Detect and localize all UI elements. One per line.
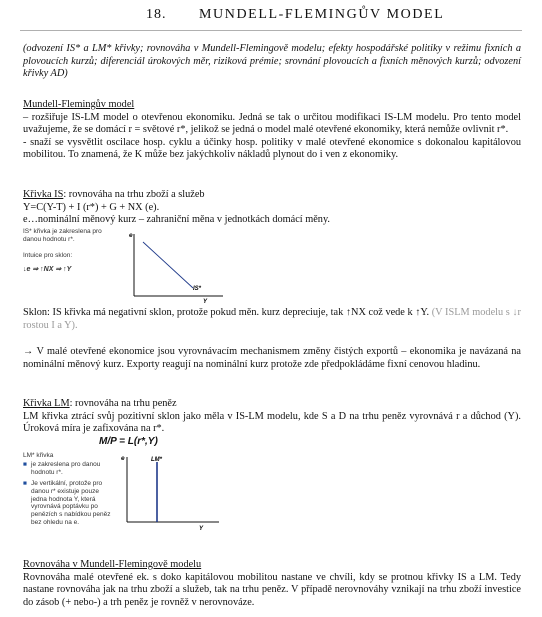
is-figure (23, 228, 243, 303)
is-y-axis-label: e (129, 232, 133, 239)
is-section (23, 189, 521, 227)
model-paragraph-1: – rozšiřuje IS-LM model o otevřenou ekonomiku. Jedná se tak o určitou modifikaci IS-LM modelu. Pro tento model uvažujeme, že se domácí r = světové r*, jelikož se jedná o model malé otevřené ekonomiky, která nemůže ovlivnit r*. (23, 111, 521, 136)
lm-section (23, 398, 521, 436)
lm-heading: Křivka LM: rovnováha na trhu peněz (23, 398, 177, 409)
is-equation: Y=C(Y-T) + I (r*) + G + NX (e). (23, 201, 160, 213)
lm-diagram (23, 452, 243, 546)
chapter-number: 18. (146, 7, 167, 22)
is-curve-label: IS* (193, 286, 202, 292)
is-figure-intuition-chain: ↓e ⇒ ↑NX ⇒ ↑Y (23, 266, 72, 273)
adjustment-mechanism-paragraph: → V malé otevřené ekonomice jsou vyrovnávacím mechanismem změny čistých exportů – ekonomika je navázaná na nominální měnový kurz. Exporty reagují na nominální kurz protože zde předpokládáme fixní cenovou hladinu. (23, 346, 521, 370)
lm-figure-bullet-2: ■ Je vertikální, protože pro danou r* existuje pouze jedna hodnota Y, která vyrovnává poptávku po penězích s nabídkou peněz bez ohledu na e. (23, 480, 111, 526)
page-header (0, 0, 542, 30)
bullet-icon: ■ (23, 461, 27, 468)
exchange-rate-definition: e…nominální měnový kurz – zahraniční měna v jednotkách domácí měny. (23, 214, 330, 226)
equilibrium-section (23, 559, 521, 609)
is-slope-text: Sklon: IS křivka má negativní sklon, protože pokud měn. kurz depreciuje, tak ↑NX což vede k ↑Y. (V ISLM modelu s ↓r rostou I a Y). (23, 307, 521, 331)
chapter-title: MUNDELL-FLEMINGŮV MODEL (199, 7, 445, 22)
lm-figure (23, 452, 243, 546)
is-curve (143, 242, 193, 288)
is-diagram (23, 228, 243, 303)
is-figure-note: IS* křivka je zakreslena pro danou hodnotu r*. (23, 228, 102, 243)
lm-curve-label: LM* (151, 457, 162, 463)
model-heading: Mundell-Flemingův model (23, 99, 135, 110)
header-rule (20, 30, 522, 31)
model-section (23, 99, 521, 162)
lm-paragraph: LM křivka ztrácí svůj pozitivní sklon jako měla v IS-LM modelu, kde S a D na trhu peněz vyrovnává r a důchod (Y). Úroková míra je zafixována na r*. (23, 410, 521, 435)
lm-y-axis-label: e (121, 455, 125, 462)
money-market-equation: M/P = L(r*,Y) (99, 436, 158, 447)
bullet-icon: ■ (23, 480, 27, 487)
chapter-topics: (odvození IS* a LM* křivky; rovnováha v Mundell-Flemingově modelu; efekty hospodářské politiky v režimu fixních a plovoucích kurzů; diferenciál úrokových měr, riziková prémie; srovnání plovoucích a fixních měnových kurzů; odvození křivky AD) (23, 43, 521, 80)
lm-figure-bullet-1: ■ je zakreslena pro danou hodnotu r*. (23, 461, 101, 476)
is-figure-intuition-label: Intuice pro sklon: (23, 252, 73, 259)
is-slope (23, 307, 521, 332)
lm-x-axis-label: Y (199, 526, 204, 532)
lm-figure-title: LM* křivka (23, 452, 54, 459)
is-heading: Křivka IS: rovnováha na trhu zboží a služeb (23, 189, 205, 200)
model-paragraph-2: - snaží se vysvětlit oscilace hosp. cyklu a účinky hosp. politiky v malé otevřené ekonomice s dokonalou kapitálovou mobilitou. To znamená, že K může bez jakýchkoliv nákladů plynout do i ven z ekonomiky. (23, 136, 521, 161)
equilibrium-paragraph: Rovnováha malé otevřené ek. s doko kapitálovou mobilitou nastane ve chvíli, kdy se protnou křivky IS a LM. Tedy nastane rovnováha jak na trhu zboží a služeb, tak na trhu peněz. V případě nerovnováhy vznikají na trhu zboží investice do zásob (+ nebo-) a trh peněz je rovněž v nerovnováze. (23, 571, 521, 608)
equilibrium-heading: Rovnováha v Mundell-Flemingově modelu (23, 559, 202, 570)
is-x-axis-label: Y (203, 299, 208, 305)
